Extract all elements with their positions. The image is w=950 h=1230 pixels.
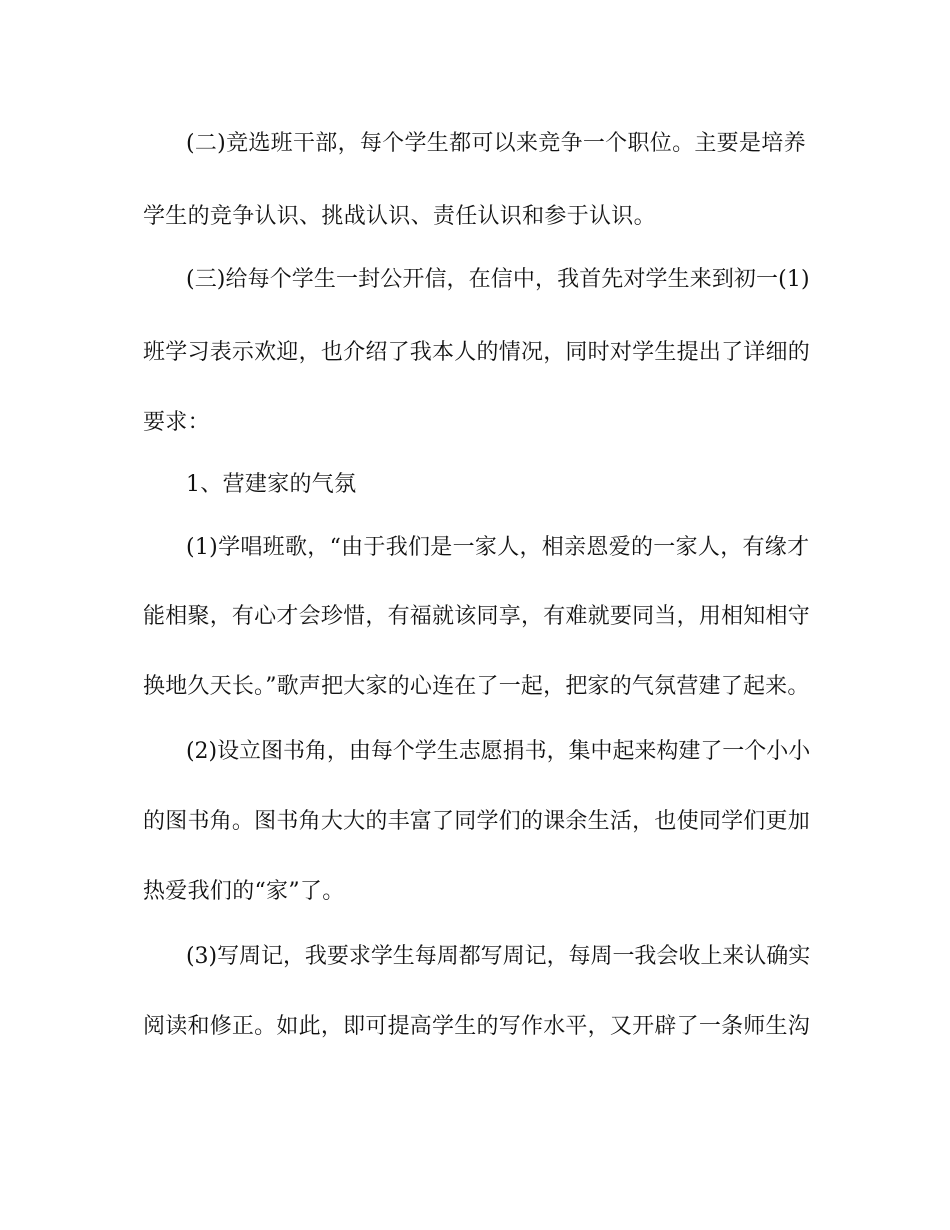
paragraph-line: 阅读和修正。如此，即可提高学生的写作水平，又开辟了一条师生沟 (143, 1014, 811, 1039)
paragraph-line: 热爱我们的“家”了。 (143, 879, 345, 904)
paragraph-line: (3)写周记，我要求学生每周都写周记，每周一我会收上来认确实 (186, 944, 811, 969)
section-heading: 1、营建家的气氛 (186, 472, 357, 497)
paragraph-line: 换地久天长。”歌声把大家的心连在了一起，把家的气氛营建了起来。 (143, 674, 810, 699)
paragraph-line: 的图书角。图书角大大的丰富了同学们的课余生活，也使同学们更加 (143, 809, 811, 834)
paragraph-line: (二)竞选班干部，每个学生都可以来竞争一个职位。主要是培养 (186, 131, 806, 156)
paragraph-line: 班学习表示欢迎，也介绍了我本人的情况，同时对学生提出了详细的 (143, 340, 811, 365)
paragraph-line: (1)学唱班歌，“由于我们是一家人，相亲恩爱的一家人，有缘才 (186, 535, 810, 560)
paragraph-line: 能相聚，有心才会珍惜，有福就该同享，有难就要同当，用相知相守 (143, 604, 811, 629)
paragraph-line: 学生的竞争认识、挑战认识、责任认识和参于认识。 (143, 204, 656, 229)
paragraph-line: (三)给每个学生一封公开信，在信中，我首先对学生来到初一(1) (186, 267, 810, 292)
paragraph-line: (2)设立图书角，由每个学生志愿捐书，集中起来构建了一个小小 (186, 739, 811, 764)
paragraph-line: 要求： (143, 410, 210, 435)
